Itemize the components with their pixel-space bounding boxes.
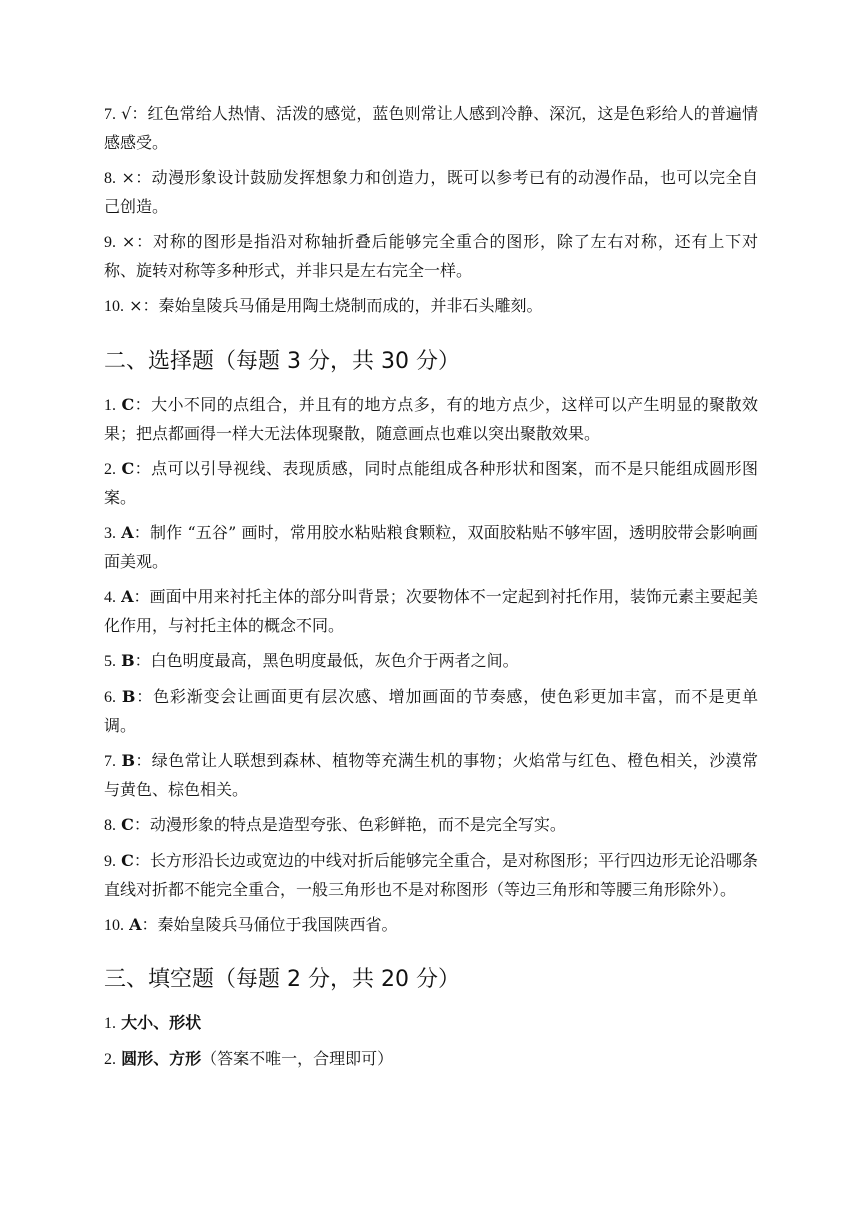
answer-letter: A	[121, 587, 134, 606]
tf-mark: √	[121, 104, 132, 123]
answer-letter: C	[121, 459, 135, 478]
answer-text: 大小、形状	[121, 1013, 202, 1032]
choice-answer-5: 5. B：白色明度最高，黑色明度最低，灰色介于两者之间。	[104, 651, 519, 670]
answer-letter: A	[121, 523, 134, 542]
answer-note: （答案不唯一，合理即可）	[201, 1049, 394, 1068]
true-false-answers	[104, 100, 758, 321]
tf-answer-9: 9. ×：对称的图形是指沿对称轴折叠后能够完全重合的图形，除了左右对称，还有上下对称、旋转对称等多种形式，并非只是左右完全一样。	[104, 232, 758, 280]
tf-answer-8: 8. ×：动漫形象设计鼓励发挥想象力和创造力，既可以参考已有的动漫作品，也可以完全自己创造。	[104, 168, 758, 216]
fill-in-answer-2: 2. 圆形、方形（答案不唯一，合理即可）	[104, 1049, 394, 1068]
choice-answer-10: 10. A：秦始皇陵兵马俑位于我国陕西省。	[104, 915, 398, 934]
tf-mark: ×	[121, 232, 136, 251]
answer-letter: C	[121, 851, 134, 870]
tf-mark: ×	[121, 168, 135, 187]
tf-mark: ×	[129, 296, 143, 315]
section-heading-choice: 二、选择题（每题 3 分，共 30 分）	[104, 349, 460, 374]
answer-letter: B	[121, 687, 136, 706]
answer-letter: A	[129, 915, 142, 934]
answer-letter: C	[121, 395, 135, 414]
choice-answer-2: 2. C：点可以引导视线、表现质感，同时点能组成各种形状和图案，而不是只能组成圆形图案。	[104, 459, 758, 507]
choice-answer-3: 3. A：制作 “五谷” 画时，常用胶水粘贴粮食颗粒，双面胶粘贴不够牢固，透明胶带会影响画面美观。	[104, 523, 758, 571]
choice-answers	[104, 391, 758, 940]
tf-answer-10: 10. ×：秦始皇陵兵马俑是用陶土烧制而成的，并非石头雕刻。	[104, 296, 543, 315]
choice-answer-9: 9. C：长方形沿长边或宽边的中线对折后能够完全重合，是对称图形；平行四边形无论沿哪条直线对折都不能完全重合，一般三角形也不是对称图形（等边三角形和等腰三角形除外）。	[104, 851, 758, 899]
section-heading-fill-in: 三、填空题（每题 2 分，共 20 分）	[104, 967, 460, 992]
choice-answer-1: 1. C：大小不同的点组合，并且有的地方点多，有的地方点少，这样可以产生明显的聚散效果；把点都画得一样大无法体现聚散，随意画点也难以突出聚散效果。	[104, 395, 758, 443]
choice-answer-7: 7. B：绿色常让人联想到森林、植物等充满生机的事物；火焰常与红色、橙色相关，沙漠常与黄色、棕色相关。	[104, 751, 758, 799]
tf-answer-7: 7. √：红色常给人热情、活泼的感觉，蓝色则常让人感到冷静、深沉，这是色彩给人的普遍情感感受。	[104, 104, 758, 152]
choice-answer-4: 4. A：画面中用来衬托主体的部分叫背景；次要物体不一定起到衬托作用，装饰元素主要起美化作用，与衬托主体的概念不同。	[104, 587, 758, 635]
answer-text: 圆形、方形	[121, 1049, 202, 1068]
fill-in-answer-1: 1. 大小、形状	[104, 1013, 202, 1032]
answer-letter: B	[121, 751, 136, 770]
page-content	[104, 100, 758, 1081]
answer-letter: C	[121, 815, 134, 834]
answer-letter: B	[121, 651, 135, 670]
choice-answer-8: 8. C：动漫形象的特点是造型夸张、色彩鲜艳，而不是完全写实。	[104, 815, 566, 834]
choice-answer-6: 6. B：色彩渐变会让画面更有层次感、增加画面的节奏感，使色彩更加丰富，而不是更单调。	[104, 687, 758, 735]
fill-in-answers	[104, 1009, 758, 1074]
